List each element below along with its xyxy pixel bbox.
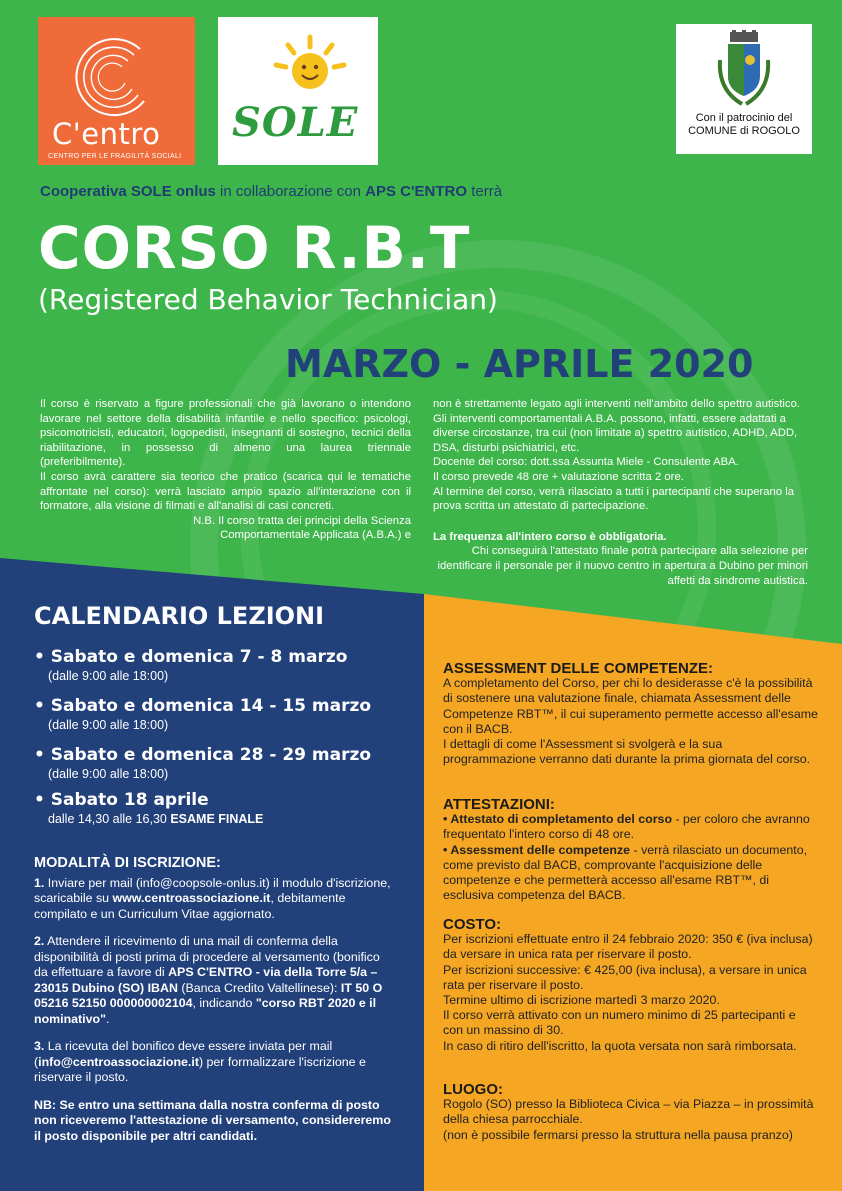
step-number: 3.	[34, 1039, 45, 1053]
attestato-item	[443, 812, 818, 842]
luogo-section	[443, 1082, 818, 1143]
description-para: non è strettamente legato agli interventi nell'ambito dello spettro autistico.	[433, 398, 801, 410]
registration-nb: NB: Se entro una settimana dalla nostra conferma di posto non riceveremo l'attestazione di versamento, considereremo il posto disponibile per altri candidati.	[34, 1097, 391, 1143]
costo-deadline: Termine ultimo di iscrizione martedì 3 marzo 2020.	[443, 993, 720, 1008]
comune-line1: Con il patrocinio del	[695, 112, 793, 124]
calendar-time	[48, 812, 263, 826]
comune-line2: COMUNE di ROGOLO	[688, 125, 800, 137]
costo-para: Per iscrizioni effettuate entro il 24 febbraio 2020: 350 € (iva inclusa) da versare in unica rata per riservare il posto.	[443, 932, 813, 962]
calendar-item	[34, 790, 263, 826]
intro-mid: in collaborazione con	[215, 183, 366, 200]
exam-label: ESAME FINALE	[170, 812, 264, 826]
step-text: , debitamente compilato e un Curriculum Vitae aggiornato.	[34, 891, 346, 921]
sole-logo	[218, 17, 378, 165]
step-text: La ricevuta del bonifico deve essere inviata per mail (	[34, 1039, 333, 1069]
registration-section	[34, 856, 394, 1156]
step-text: .	[105, 1011, 110, 1026]
nb-note: N.B. Il corso tratta dei principi della Scienza Comportamentale Applicata (A.B.A.) e	[193, 514, 411, 542]
description-para: Gli interventi comportamentali A.B.A. possono, infatti, essere adattati a diverse circostanze, tra cui (non limitate a) spettro autistico, ADHD, ADD, DSA, disturbi psichiatrici, etc.	[433, 412, 798, 454]
certificate-info: Al termine del corso, verrà rilasciato a tutti i partecipanti che superano la prova scritta un attestato di partecipazione.	[433, 485, 795, 513]
costo-participants: Il corso verrà attivato con un numero minimo di 25 partecipanti e con un massino di 30.	[443, 1008, 796, 1038]
centro-name: C'entro	[52, 117, 161, 151]
costo-para: Per iscrizioni successive: € 425,00 (iva inclusa), a versare in unica rata per riservare il posto.	[443, 962, 807, 992]
hours-info: Il corso prevede 48 ore + valutazione scritta 2 ore.	[433, 470, 684, 483]
intro-org2: APS C'ENTRO	[365, 183, 468, 200]
description-right	[433, 397, 808, 588]
step-number: 1.	[34, 875, 45, 890]
description-para: Il corso è riservato a figure professionali che già lavorano o intendono lavorare nel settore della disabilità infantile e nello specifico: psicologi, psicomotricisti, educatori, logopedisti, insegnanti di sostegno, tecnici della riabilitazione, in possesso di almeno una laurea triennale (preferibilmente).	[40, 398, 411, 469]
assessment-para: A completamento del Corso, per chi lo desiderasse c'è la possibilità di sostenere una valutazione finale, chiamata Assessment delle Competenze RBT™, il cui superamento permette accesso all'esame con il BACB.	[443, 676, 818, 736]
registration-step-3	[34, 1039, 394, 1086]
luogo-title: LUOGO:	[443, 1081, 503, 1098]
luogo-note: (non è possibile fermarsi presso la struttura nella pausa pranzo)	[443, 1127, 793, 1142]
assessment-title: ASSESSMENT DELLE COMPETENZE:	[443, 660, 714, 677]
registration-step-2	[34, 934, 394, 1027]
calendar-item	[34, 647, 347, 683]
centro-swirl-icon	[70, 31, 160, 123]
costo-section	[443, 917, 818, 1054]
attestato-label: • Assessment delle competenze	[443, 842, 631, 857]
step-text: (Banca Credito Valtellinese):	[177, 980, 341, 995]
attestazioni-section	[443, 797, 818, 903]
registration-title: MODALITÀ DI ISCRIZIONE:	[34, 855, 221, 871]
attestazioni-title: ATTESTAZIONI:	[443, 796, 555, 813]
assessment-para: I dettagli di come l'Assessment si svolgerà e la sua programmazione verranno dati durante la prima giornata del corso.	[443, 737, 811, 767]
comune-text	[676, 112, 812, 138]
costo-title: COSTO:	[443, 916, 502, 933]
intro-org1: Cooperativa SOLE onlus	[40, 183, 216, 200]
registration-step-1	[34, 876, 394, 923]
exam-time: dalle 14,30 alle 16,30	[48, 812, 171, 826]
centro-tagline: CENTRO PER LE FRAGILITÀ SOCIALI	[48, 153, 182, 160]
step-text: Attendere il ricevimento di una mail di conferma della disponibilità di posti prima di procedere al versamento (bonifico da effettuare a favore di	[34, 934, 380, 979]
step-text: Inviare per mail (info@coopsole-onlus.it) il modulo d'iscrizione, scaricabile su	[34, 875, 391, 905]
calendar-time: (dalle 9:00 alle 18:00)	[48, 767, 169, 781]
sole-wordmark: SOLE	[232, 99, 359, 146]
website-link[interactable]: www.centroassociazione.it	[112, 891, 271, 905]
step-text: ) per formalizzare l'iscrizione e riservare il posto.	[34, 1054, 366, 1084]
page-title: CORSO R.B.T	[38, 214, 471, 282]
attestato-text: - per coloro che avranno frequentato l'intero corso di 48 ore.	[443, 812, 810, 842]
attestato-text: - verrà rilasciato un documento, come previsto dal BACB, comprovante l'acquisizione delle competenze e che permetterà accesso all'esame RBT™, di esclusiva competenza del BACB.	[443, 842, 808, 903]
step-text: , indicando	[192, 996, 256, 1010]
iban: IT 50 O 05216 52150 000000002104	[34, 980, 383, 1010]
attestato-label: • Attestato di completamento del corso	[443, 812, 673, 827]
description-left	[40, 397, 411, 543]
attestato-item	[443, 843, 818, 904]
calendar-date: • Sabato 18 aprile	[34, 790, 209, 810]
bank-recipient: APS C'ENTRO - via della Torre 5/a – 23015 Dubino (SO) IBAN	[34, 965, 378, 995]
step-number: 2.	[34, 934, 45, 948]
page-subtitle: (Registered Behavior Technician)	[38, 283, 498, 316]
selection-note: Chi conseguirà l'attestato finale potrà partecipare alla selezione per identificare il personale per il nuovo centro in apertura a Dubino per minori affetti da sindrome autistica.	[437, 545, 808, 587]
payment-reference: "corso RBT 2020 e il nominativo"	[34, 996, 377, 1026]
coat-of-arms-icon	[712, 30, 776, 110]
sun-icon	[270, 33, 360, 103]
intro-end: terrà	[467, 183, 503, 200]
calendar-date: • Sabato e domenica 14 - 15 marzo	[34, 696, 372, 716]
calendar-title: CALENDARIO LEZIONI	[34, 602, 325, 630]
assessment-section	[443, 661, 818, 767]
calendar-time: (dalle 9:00 alle 18:00)	[48, 669, 169, 683]
mandatory-note: La frequenza all'intero corso è obbligatoria.	[433, 530, 667, 543]
teacher-info: Docente del corso: dott.ssa Assunta Miele - Consulente ABA.	[433, 456, 739, 469]
email-link[interactable]: info@centroassociazione.it	[38, 1054, 199, 1069]
description-para: Il corso avrà carattere sia teorico che pratico (scarica qui le tematiche affrontate nel corso): verrà lasciato ampio spazio all'interazione con il formatore, alla visione di filmati e all'analisi di casi concreti.	[40, 470, 411, 513]
intro-line	[40, 183, 502, 200]
calendar-time: (dalle 9:00 alle 18:00)	[48, 718, 169, 732]
comune-patronage	[676, 24, 812, 154]
calendar-item	[34, 745, 371, 781]
calendar-item	[34, 696, 371, 732]
centro-logo	[38, 17, 195, 165]
luogo-address: Rogolo (SO) presso la Biblioteca Civica – via Piazza – in prossimità della chiesa parrocchiale.	[443, 1097, 814, 1127]
calendar-date: • Sabato e domenica 28 - 29 marzo	[34, 745, 372, 765]
costo-refund: In caso di ritiro dell'iscritto, la quota versata non sarà rimborsata.	[443, 1038, 797, 1053]
calendar-date: • Sabato e domenica 7 - 8 marzo	[34, 647, 348, 667]
course-dates: MARZO - APRILE 2020	[285, 342, 754, 386]
